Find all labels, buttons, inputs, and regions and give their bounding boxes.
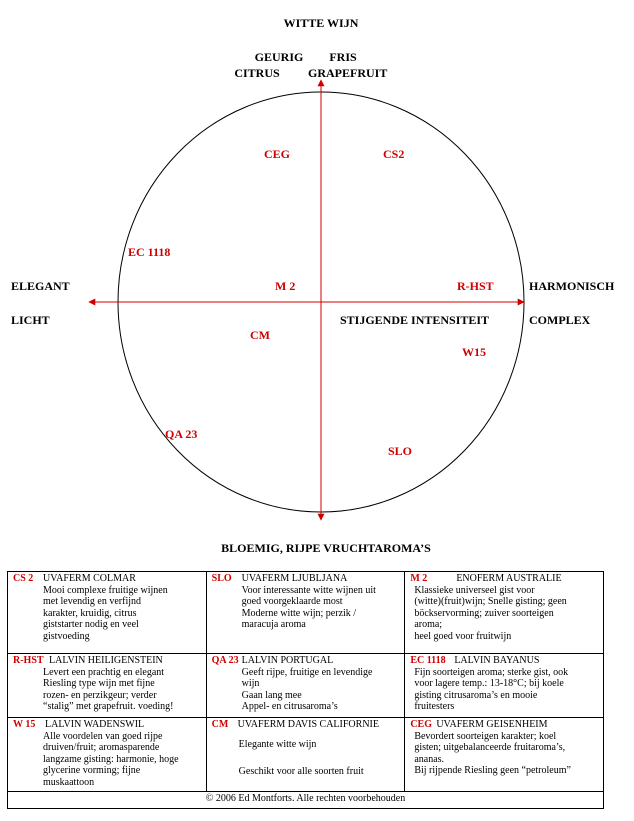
legend-line: Elegante witte wijn [238,738,317,750]
label-elegant: ELEGANT [11,279,70,293]
code-cs2: CS2 [383,147,405,161]
legend-line: muskaattoon [43,776,95,788]
code-m2: M 2 [275,279,296,293]
legend-line: gisten; uitgebalanceerde fruitaroma’s, [414,742,566,753]
label-complex: COMPLEX [529,313,591,327]
label-fris: FRIS [329,50,357,64]
label-grapefruit: GRAPEFRUIT [308,66,388,80]
legend-line: gisting citrusaroma’s en mooie [414,689,538,701]
legend-cell-rhst [8,654,207,718]
code-ec1118: EC 1118 [128,245,171,259]
table-row [8,572,604,654]
legend-cell-cm [206,718,405,792]
legend-code: CEG [410,719,432,730]
legend-name: UVAFERM DAVIS CALIFORNIE [237,719,379,730]
legend-line: böckservorming; zuiver soorteigen [414,607,554,619]
legend-cell-qa23 [206,654,405,718]
label-bloemig: BLOEMIG, RIJPE VRUCHTAROMA’S [221,541,431,555]
yeast-legend-table [7,571,604,809]
code-w15: W15 [462,345,486,359]
code-qa23: QA 23 [165,427,198,441]
legend-code: SLO [211,573,232,584]
legend-line: Appel- en citrusaroma’s [241,701,338,712]
legend-code: M 2 [410,573,428,584]
label-stijgende-intensiteit: STIJGENDE INTENSITEIT [340,313,490,327]
legend-line: Riesling type wijn met fijne [43,678,155,689]
legend-line: heel goed voor fruitwijn [414,630,512,642]
legend-line: Geschikt voor alle soorten fruit [238,766,364,777]
legend-line: (witte)(fruit)wijn; Snelle gisting; geen [414,596,567,607]
legend-line: glycerine vorming; fijne [43,765,141,776]
legend-line: voor lagere temp.: 13-18°C; bij koele [414,678,564,689]
legend-line: Moderne witte wijn; perzik / [241,607,357,619]
legend-name: LALVIN PORTUGAL [241,655,334,666]
legend-line: rozen- en perzikgeur; verder [43,689,157,701]
legend-line: Bevordert soorteigen karakter; koel [414,730,557,742]
legend-name: UVAFERM GEISENHEIM [436,719,548,730]
legend-code: R-HST [13,655,44,666]
legend-line: met levendig en verfijnd [43,596,142,607]
legend-code: CS 2 [13,573,34,584]
legend-cell-slo [206,572,405,654]
legend-line: aroma; [414,619,443,630]
legend-line: ananas. [414,753,445,765]
legend-name: LALVIN HEILIGENSTEIN [49,655,163,666]
legend-line: Bij rijpende Riesling geen “petroleum” [414,765,571,776]
legend-cell-cs2 [8,572,207,654]
legend-cell-w15 [8,718,207,792]
legend-name: LALVIN BAYANUS [454,655,540,666]
code-slo: SLO [388,444,413,458]
legend-line: Gaan lang mee [241,689,302,701]
legend-line: Alle voordelen van goed rijpe [43,730,163,742]
legend-code: QA 23 [211,655,239,666]
code-rhst: R-HST [457,279,494,293]
legend-line: Fijn soorteigen aroma; sterke gist, ook [414,666,569,678]
legend-line: giststarter nodig en veel [43,619,139,630]
legend-line: wijn [241,678,260,689]
code-cm: CM [250,328,270,342]
legend-name: ENOFERM AUSTRALIE [456,573,562,584]
label-licht: LICHT [11,313,50,327]
label-geurig: GEURIG [254,50,304,64]
label-citrus: CITRUS [234,66,280,80]
title-witte-wijn: WITTE WIJN [283,16,359,30]
legend-name: UVAFERM LJUBLJANA [241,573,348,584]
code-ceg: CEG [264,147,291,161]
legend-line: Levert een prachtig en elegant [43,666,165,678]
legend-name: LALVIN WADENSWIL [45,719,145,730]
legend-line: Mooi complexe fruitige wijnen [43,584,168,596]
copyright-footer: © 2006 Ed Montforts. Alle rechten voorbehouden [8,792,604,809]
legend-code: CM [211,719,229,730]
table-row [8,792,604,809]
table-row [8,654,604,718]
legend-line: karakter, kruidig, citrus [43,607,137,619]
legend-line: “stalig” met grapefruit. voeding! [43,701,174,712]
legend-line: maracuja aroma [241,619,306,630]
table-row [8,718,604,792]
legend-line: Klassieke universeel gist voor [414,584,535,596]
label-harmonisch: HARMONISCH [529,279,615,293]
legend-line: fruitesters [414,701,455,712]
legend-line: druiven/fruit; aromasparende [43,742,160,753]
legend-line: goed voorgeklaarde most [241,596,343,607]
legend-code: W 15 [13,719,36,730]
legend-cell-m2 [405,572,604,654]
legend-line: Voor interessante witte wijnen uit [241,584,376,596]
legend-cell-ec1118 [405,654,604,718]
legend-line: langzame gisting: harmonie, hoge [43,753,179,765]
legend-line: gistvoeding [43,630,90,642]
legend-code: EC 1118 [410,655,446,666]
legend-line: Geeft rijpe, fruitige en levendige [241,666,373,678]
legend-name: UVAFERM COLMAR [43,573,136,584]
legend-cell-ceg [405,718,604,792]
